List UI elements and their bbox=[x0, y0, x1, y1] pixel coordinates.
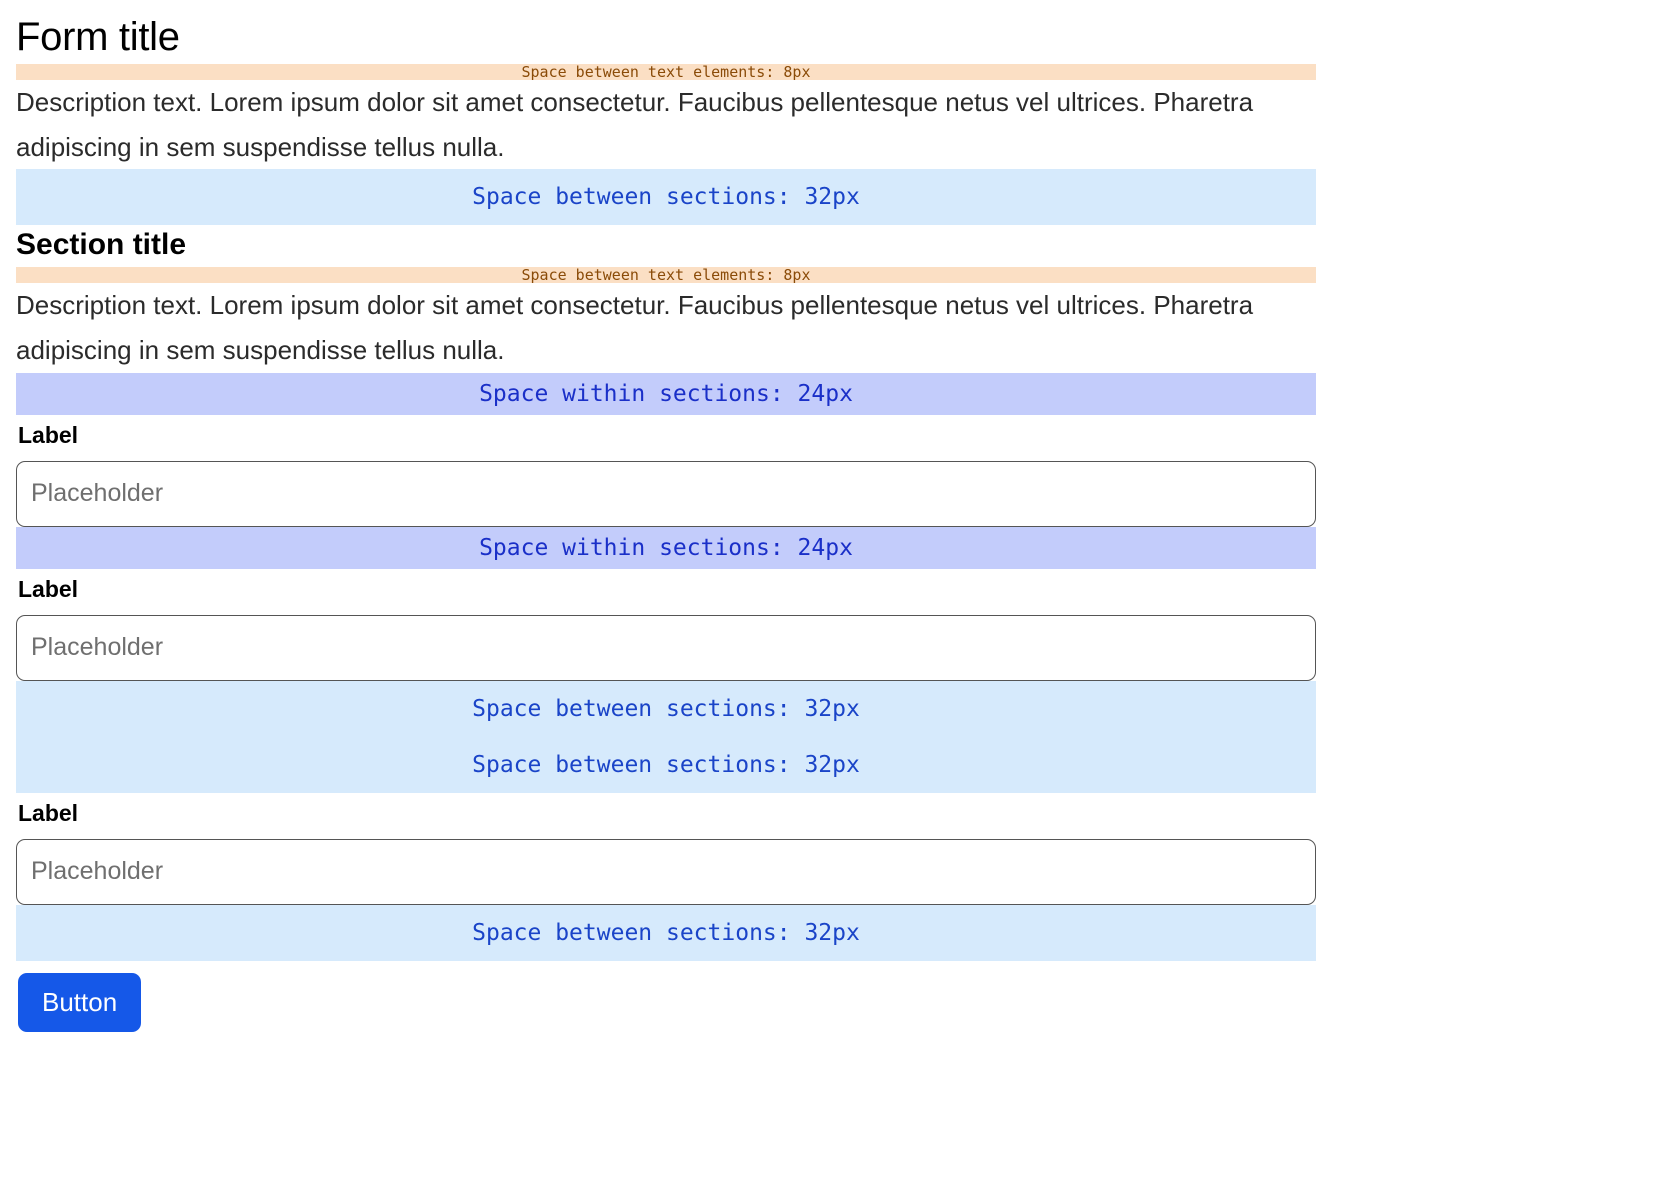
form-title: Form title bbox=[16, 15, 180, 59]
spacer-between-sections-3 bbox=[16, 737, 1316, 793]
spacer-between-sections-2 bbox=[16, 681, 1316, 737]
spacer-text-elements-1 bbox=[16, 64, 1316, 80]
text-input-1[interactable] bbox=[16, 461, 1316, 527]
text-input-2[interactable] bbox=[16, 615, 1316, 681]
form-container bbox=[16, 14, 1316, 1032]
text-input-3[interactable] bbox=[16, 839, 1316, 905]
form-description: Description text. Lorem ipsum dolor sit amet consectetur. Faucibus pellentesque netus vel ultrices. Pharetra adipiscing in sem suspendisse tellus nulla. bbox=[16, 87, 1254, 162]
spacer-within-sections-2 bbox=[16, 527, 1316, 569]
spacer-text-elements-2 bbox=[16, 267, 1316, 283]
spacer-label: Space between sections: 32px bbox=[472, 184, 860, 211]
spacer-label: Space between sections: 32px bbox=[472, 695, 860, 722]
section-description: Description text. Lorem ipsum dolor sit amet consectetur. Faucibus pellentesque netus vel ultrices. Pharetra adipiscing in sem suspendisse tellus nulla. bbox=[16, 290, 1254, 366]
field-label-3: Label bbox=[18, 799, 79, 826]
submit-button[interactable]: Button bbox=[18, 973, 141, 1032]
field-label-2: Label bbox=[18, 575, 79, 602]
spacer-label: Space within sections: 24px bbox=[479, 380, 853, 407]
spacer-label: Space between text elements: 8px bbox=[521, 266, 811, 285]
section-title: Section title bbox=[16, 228, 187, 262]
field-label-1: Label bbox=[18, 421, 79, 448]
spacer-between-sections-1 bbox=[16, 169, 1316, 225]
spacer-label: Space between sections: 32px bbox=[472, 919, 860, 946]
spacer-between-sections-4 bbox=[16, 905, 1316, 961]
spacer-label: Space between sections: 32px bbox=[472, 751, 860, 778]
spacer-within-sections-1 bbox=[16, 373, 1316, 415]
spacer-label: Space within sections: 24px bbox=[479, 534, 853, 561]
spacer-label: Space between text elements: 8px bbox=[521, 63, 811, 81]
